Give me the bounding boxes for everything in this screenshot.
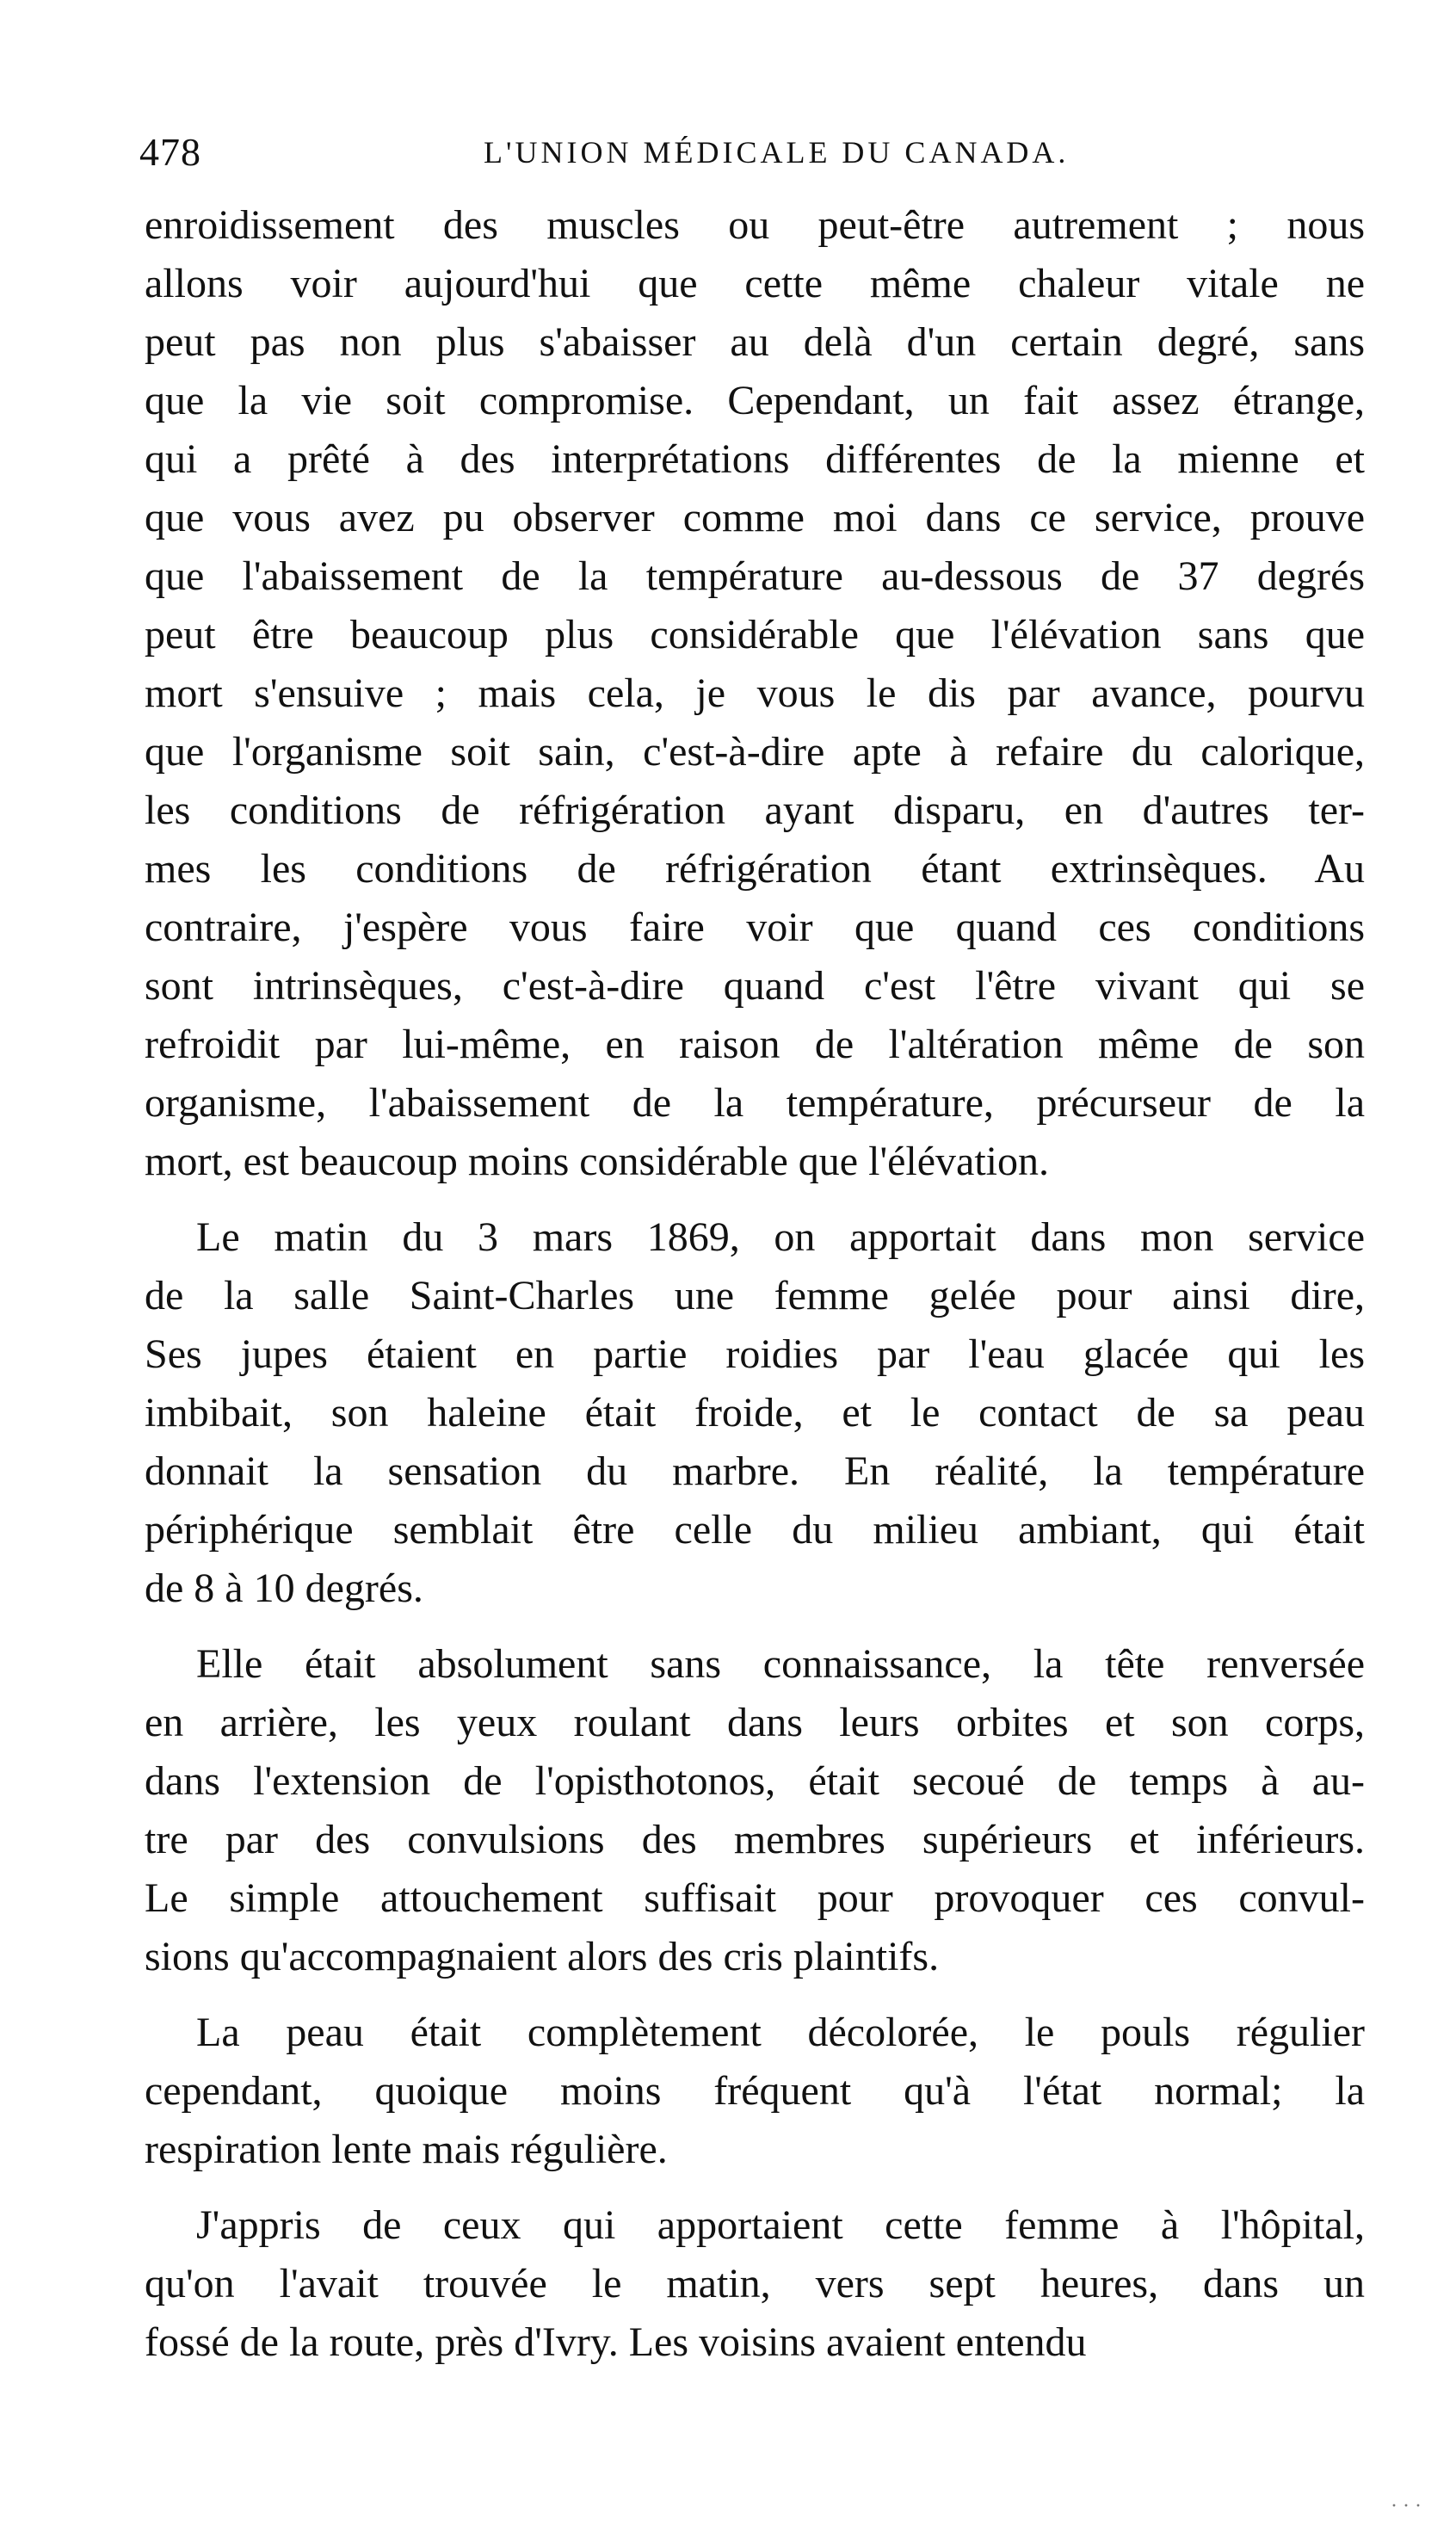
text-line: Le matin du 3 mars 1869, on apportait dans mon service [196, 1214, 1365, 1260]
paragraph-gap [145, 2179, 1365, 2196]
text-line: en arrière, les yeux roulant dans leurs orbites et son corps, [145, 1700, 1365, 1745]
paragraph-gap [145, 1986, 1365, 2004]
text-line: allons voir aujourd'hui que cette même chaleur vitale ne [145, 261, 1365, 306]
text-line: mort, est beaucoup moins considérable que l'élévation. [145, 1139, 1050, 1184]
paragraph-gap [145, 1618, 1365, 1635]
text-line: tre par des convulsions des membres supérieurs et inférieurs. [145, 1817, 1365, 1862]
paragraph-gap [145, 1191, 1365, 1208]
text-line: Le simple attouchement suffisait pour provoquer ces convul- [145, 1875, 1365, 1921]
text-line: Elle était absolument sans connaissance, la tête renversée [196, 1641, 1365, 1687]
page-number: 478 [139, 130, 201, 174]
text-line: que vous avez pu observer comme moi dans ce service, prouve [145, 495, 1365, 540]
text-line: donnait la sensation du marbre. En réalité, la température [145, 1448, 1365, 1494]
paragraph [145, 1208, 1365, 1618]
text-line: qui a prêté à des interprétations différentes de la mienne et [145, 436, 1365, 482]
text-line: les conditions de réfrigération ayant disparu, en d'autres ter- [145, 787, 1365, 833]
text-line: dans l'extension de l'opisthotonos, était secoué de temps à au- [145, 1758, 1365, 1804]
text-line: sont intrinsèques, c'est-à-dire quand c'est l'être vivant qui se [145, 963, 1365, 1009]
text-line: de la salle Saint-Charles une femme gelée pour ainsi dire, [145, 1273, 1365, 1318]
text-line: que l'abaissement de la température au-dessous de 37 degrés [145, 553, 1365, 599]
text-line: que la vie soit compromise. Cependant, un fait assez étrange, [145, 378, 1365, 423]
text-line: de 8 à 10 degrés. [145, 1565, 423, 1611]
paragraph [145, 1635, 1365, 1986]
text-line: respiration lente mais régulière. [145, 2127, 668, 2172]
text-line: peut être beaucoup plus considérable que l'élévation sans que [145, 612, 1365, 658]
text-line: peut pas non plus s'abaisser au delà d'un certain degré, sans [145, 319, 1365, 365]
text-line: Ses jupes étaient en partie roidies par l'eau glacée qui les [145, 1331, 1365, 1377]
page-header [139, 129, 1361, 181]
running-title: L'UNION MÉDICALE DU CANADA. [484, 135, 1070, 170]
text-line: organisme, l'abaissement de la température, précurseur de la [145, 1080, 1365, 1126]
text-line: mes les conditions de réfrigération étant extrinsèques. Au [145, 846, 1365, 892]
text-line: J'appris de ceux qui apportaient cette femme à l'hôpital, [196, 2202, 1365, 2248]
paragraph [145, 196, 1365, 1191]
paragraph [145, 2004, 1365, 2179]
body-text [145, 196, 1365, 2372]
text-line: que l'organisme soit sain, c'est-à-dire apte à refaire du calorique, [145, 729, 1365, 775]
text-line: sions qu'accompagnaient alors des cris plaintifs. [145, 1934, 940, 1979]
text-line: mort s'ensuive ; mais cela, je vous le dis par avance, pourvu [145, 670, 1365, 716]
text-line: contraire, j'espère vous faire voir que quand ces conditions [145, 905, 1365, 950]
paragraph [145, 2196, 1365, 2372]
text-line: fossé de la route, près d'Ivry. Les voisins avaient entendu [145, 2319, 1087, 2365]
text-line: imbibait, son haleine était froide, et le contact de sa peau [145, 1390, 1365, 1436]
text-line: enroidissement des muscles ou peut-être autrement ; nous [145, 202, 1365, 248]
text-line: qu'on l'avait trouvée le matin, vers sept heures, dans un [145, 2261, 1365, 2306]
stray-mark: · · · [1391, 2495, 1422, 2517]
text-line: La peau était complètement décolorée, le pouls régulier [196, 2010, 1365, 2055]
text-line: périphérique semblait être celle du milieu ambiant, qui était [145, 1507, 1365, 1553]
text-line: cependant, quoique moins fréquent qu'à l'état normal; la [145, 2068, 1365, 2114]
text-line: refroidit par lui-même, en raison de l'altération même de son [145, 1022, 1365, 1067]
